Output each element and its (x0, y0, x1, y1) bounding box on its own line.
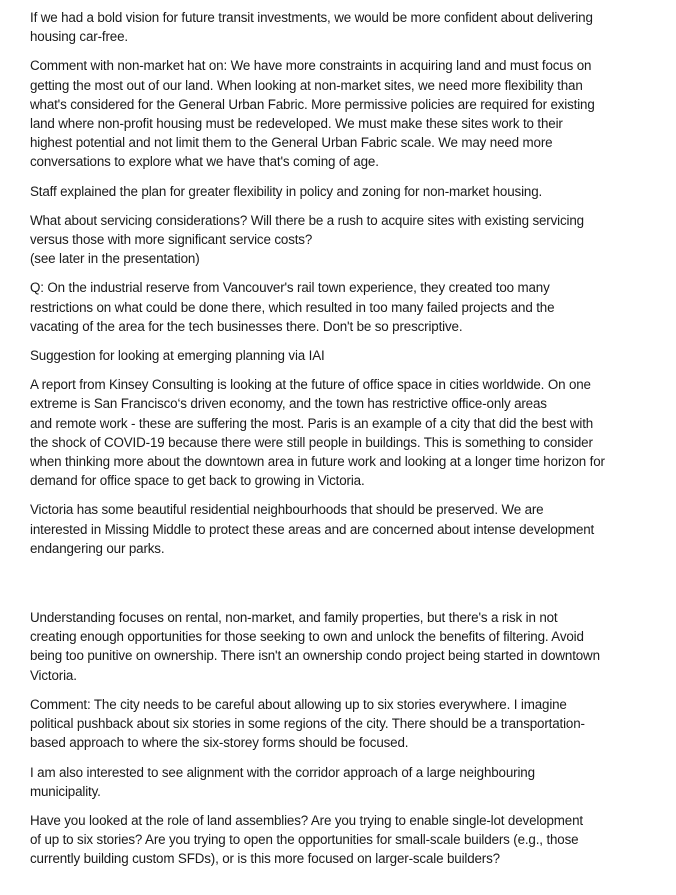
text-line: Understanding focuses on rental, non-market, and family properties, but there's a risk in not (30, 610, 558, 626)
paragraph-transit-vision (30, 8, 660, 46)
blank-space (30, 568, 660, 608)
text-line: of up to six stories? Are you trying to open the opportunities for small-scale builders (e.g., those (30, 832, 579, 848)
text-line: Victoria. (30, 667, 77, 683)
text-line: What about servicing considerations? Will there be a rush to acquire sites with existing servicing (30, 212, 584, 228)
text-line: versus those with more significant service costs? (30, 232, 313, 248)
text-line: when thinking more about the downtown area in future work and looking at a longer time horizon for (30, 454, 605, 470)
paragraph-six-stories-comment (30, 695, 660, 753)
text-line: Comment: The city needs to be careful about allowing up to six stories everywhere. I imagine (30, 696, 567, 712)
paragraph-land-assemblies-question (30, 811, 660, 869)
paragraph-corridor-alignment (30, 763, 660, 801)
text-line: restrictions on what could be done there, which resulted in too many failed projects and the (30, 299, 555, 315)
paragraph-servicing-question (30, 211, 660, 269)
text-line: getting the most out of our land. When looking at non-market sites, we need more flexibility than (30, 77, 583, 93)
text-line: (see later in the presentation) (30, 251, 200, 267)
paragraph-suggestion (30, 346, 660, 365)
text-line: Staff explained the plan for greater flexibility in policy and zoning for non-market housing. (30, 183, 543, 199)
paragraph-office-space-report (30, 375, 660, 490)
text-line: and remote work - these are suffering the most. Paris is an example of a city that did the best with (30, 415, 594, 431)
text-line: currently building custom SFDs), or is this more focused on larger-scale builders? (30, 851, 500, 867)
paragraph-staff-explained (30, 182, 660, 201)
text-line: demand for office space to get back to growing in Victoria. (30, 473, 365, 489)
text-line: interested in Missing Middle to protect these areas and are concerned about intense development (30, 521, 595, 537)
paragraph-non-market-comment (30, 56, 660, 171)
text-line: A report from Kinsey Consulting is looking at the future of office space in cities worldwide. On one (30, 377, 591, 393)
text-line: municipality. (30, 783, 101, 799)
text-line: creating enough opportunities for those seeking to own and unlock the benefits of filtering. Avoid (30, 629, 584, 645)
text-line: Comment with non-market hat on: We have more constraints in acquiring land and must focus on (30, 58, 592, 74)
document-body (30, 8, 660, 879)
paragraph-ownership-risk (30, 608, 660, 685)
text-line: Q: On the industrial reserve from Vancouver's rail town experience, they created too many (30, 280, 550, 296)
text-line: housing car-free. (30, 29, 128, 45)
text-line: endangering our parks. (30, 540, 165, 556)
text-line: what's considered for the General Urban Fabric. More permissive policies are required for existing (30, 96, 595, 112)
text-line: based approach to where the six-storey forms should be focused. (30, 735, 409, 751)
paragraph-industrial-reserve-question (30, 278, 660, 336)
text-line: Suggestion for looking at emerging planning via IAI (30, 348, 325, 364)
paragraph-neighbourhoods (30, 500, 660, 558)
text-line: I am also interested to see alignment with the corridor approach of a large neighbouring (30, 764, 535, 780)
text-line: political pushback about six stories in some regions of the city. There should be a transportation- (30, 716, 585, 732)
text-line: conversations to explore what we have that's coming of age. (30, 154, 379, 170)
text-line: being too punitive on ownership. There isn't an ownership condo project being started in downtown (30, 648, 600, 664)
text-line: Victoria has some beautiful residential neighbourhoods that should be preserved. We are (30, 502, 544, 518)
text-line: extreme is San Francisco‘s driven economy, and the town has restrictive office-only areas (30, 396, 547, 412)
text-line: Have you looked at the role of land assemblies? Are you trying to enable single-lot development (30, 812, 583, 828)
text-line: vacating of the area for the tech businesses there. Don't be so prescriptive. (30, 318, 463, 334)
text-line: land where non-profit housing must be redeveloped. We must make these sites work to their (30, 116, 563, 132)
text-line: highest potential and not limit them to the General Urban Fabric scale. We may need more (30, 135, 553, 151)
text-line: If we had a bold vision for future transit investments, we would be more confident about delivering (30, 10, 593, 25)
text-line: the shock of COVID-19 because there were still people in buildings. This is something to consider (30, 434, 593, 450)
